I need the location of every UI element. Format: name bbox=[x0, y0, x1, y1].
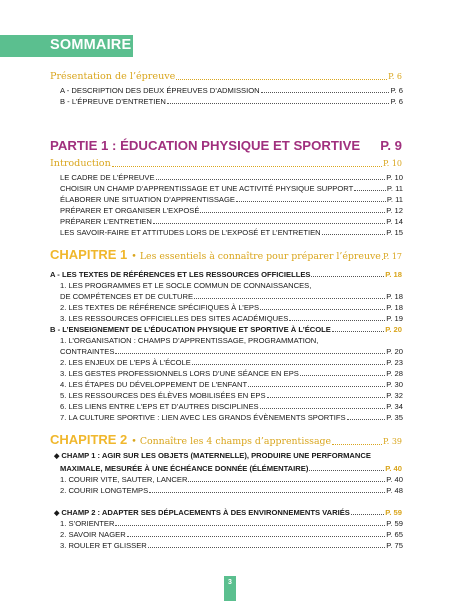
diamond-bullet-icon: ◆ bbox=[54, 510, 60, 517]
toc-entry[interactable] bbox=[60, 369, 403, 378]
toc-label: 7. LA CULTURE SPORTIVE : LIEN AVEC LES GRANDS ÉVÈNEMENTS SPORTIFS bbox=[60, 413, 346, 422]
toc-entry[interactable] bbox=[60, 86, 403, 95]
toc-page: P. 6 bbox=[388, 72, 402, 81]
toc-page: P. 18 bbox=[385, 270, 402, 279]
toc-label: Introduction bbox=[50, 158, 111, 169]
toc-entry[interactable] bbox=[60, 380, 403, 389]
dot-leader bbox=[148, 547, 385, 548]
toc-entry[interactable] bbox=[60, 347, 403, 356]
dot-leader bbox=[260, 309, 385, 310]
toc-entry[interactable] bbox=[60, 358, 403, 367]
sommaire-banner bbox=[0, 35, 133, 57]
toc-label: ÉLABORER UNE SITUATION D’APPRENTISSAGE bbox=[60, 195, 235, 204]
chapter-number: CHAPITRE 2 bbox=[50, 432, 128, 447]
dot-leader bbox=[127, 536, 386, 537]
partie-page: P. 9 bbox=[380, 138, 402, 153]
toc-page: P. 17 bbox=[382, 252, 402, 261]
toc-page: P. 20 bbox=[386, 347, 403, 356]
toc-label: Présentation de l’épreuve bbox=[50, 71, 176, 82]
toc-entry[interactable] bbox=[60, 303, 403, 312]
dot-leader bbox=[332, 444, 382, 445]
chapter-number: CHAPITRE 1 bbox=[50, 247, 128, 262]
toc-page: P. 23 bbox=[386, 358, 403, 367]
toc-page: P. 6 bbox=[390, 86, 403, 95]
partie-heading[interactable] bbox=[50, 138, 402, 153]
toc-page: P. 59 bbox=[386, 519, 403, 528]
toc-page: P. 6 bbox=[390, 97, 403, 106]
toc-label: 1. COURIR VITE, SAUTER, LANCER bbox=[60, 475, 188, 484]
toc-entry[interactable] bbox=[60, 292, 403, 301]
dot-leader bbox=[176, 79, 387, 80]
toc-entry[interactable] bbox=[60, 336, 403, 345]
toc-page: P. 28 bbox=[386, 369, 403, 378]
toc-label: CHAMP 2 : ADAPTER SES DÉPLACEMENTS À DES ENVIRONNEMENTS VARIÉS bbox=[61, 508, 350, 517]
toc-label: 2. LES ENJEUX DE L’EPS À L’ÉCOLE bbox=[60, 358, 191, 367]
dot-leader bbox=[289, 320, 385, 321]
dot-leader bbox=[248, 386, 385, 387]
dot-leader bbox=[112, 166, 382, 167]
toc-entry[interactable] bbox=[60, 391, 403, 400]
toc-label: PRÉPARER ET ORGANISER L’EXPOSÉ bbox=[60, 206, 200, 215]
toc-entry[interactable] bbox=[60, 97, 403, 106]
toc-label: CHAMP 1 : AGIR SUR LES OBJETS (MATERNELLE), PRODUIRE UNE PERFORMANCE bbox=[61, 451, 371, 460]
toc-page: P. 30 bbox=[386, 380, 403, 389]
toc-page: P. 75 bbox=[386, 541, 403, 550]
toc-entry[interactable] bbox=[60, 281, 403, 290]
toc-entry[interactable] bbox=[60, 486, 403, 495]
page-title: SOMMAIRE bbox=[50, 37, 132, 53]
dot-leader bbox=[261, 92, 390, 93]
toc-entry[interactable] bbox=[60, 228, 403, 237]
toc-entry[interactable] bbox=[60, 195, 403, 204]
toc-label: A - DESCRIPTION DES DEUX ÉPREUVES D’ADMISSION bbox=[60, 86, 260, 95]
partie-title: PARTIE 1 : ÉDUCATION PHYSIQUE ET SPORTIVE bbox=[50, 138, 361, 153]
champ-1-heading[interactable] bbox=[54, 451, 402, 460]
toc-entry[interactable] bbox=[60, 541, 403, 550]
toc-page: P. 11 bbox=[386, 195, 403, 204]
toc-entry[interactable] bbox=[60, 530, 403, 539]
toc-introduction[interactable] bbox=[50, 158, 402, 169]
toc-page: P. 12 bbox=[386, 206, 403, 215]
toc-label: MAXIMALE, MESURÉE À UNE ÉCHÉANCE DONNÉE (ÉLÉMENTAIRE) bbox=[60, 464, 309, 473]
dot-leader bbox=[267, 397, 386, 398]
toc-page: P. 59 bbox=[385, 508, 402, 517]
toc-label: A - LES TEXTES DE RÉFÉRENCES ET LES RESSOURCES OFFICIELLES bbox=[50, 270, 311, 279]
section-b-heading[interactable] bbox=[50, 325, 402, 334]
toc-label: CHOISIR UN CHAMP D’APPRENTISSAGE ET UNE ACTIVITÉ PHYSIQUE SUPPORT bbox=[60, 184, 354, 193]
dot-leader bbox=[260, 408, 386, 409]
dot-leader bbox=[236, 201, 386, 202]
toc-label: 2. LES TEXTES DE RÉFÉRENCE SPÉCIFIQUES À L’EPS bbox=[60, 303, 260, 312]
champ-2-heading[interactable] bbox=[54, 508, 402, 517]
toc-label: B - L’ENSEIGNEMENT DE L’ÉDUCATION PHYSIQUE ET SPORTIVE À L’ÉCOLE bbox=[50, 325, 331, 334]
chapter-1-heading[interactable] bbox=[50, 247, 402, 262]
dot-leader bbox=[354, 190, 386, 191]
toc-label: CONTRAINTES bbox=[60, 347, 115, 356]
toc-entry[interactable] bbox=[60, 402, 403, 411]
toc-page: P. 10 bbox=[382, 159, 402, 168]
toc-page: P. 65 bbox=[386, 530, 403, 539]
toc-page: P. 18 bbox=[386, 303, 403, 312]
toc-label: 3. LES RESSOURCES OFFICIELLES DES SITES ACADÉMIQUES bbox=[60, 314, 289, 323]
toc-entry[interactable] bbox=[60, 475, 403, 484]
toc-label: 6. LES LIENS ENTRE L’EPS ET D’AUTRES DISCIPLINES bbox=[60, 402, 259, 411]
toc-label: 1. LES PROGRAMMES ET LE SOCLE COMMUN DE CONNAISSANCES, bbox=[60, 281, 312, 290]
diamond-bullet-icon: ◆ bbox=[54, 453, 60, 460]
dot-leader bbox=[115, 525, 385, 526]
toc-label: 3. ROULER ET GLISSER bbox=[60, 541, 147, 550]
toc-entry[interactable] bbox=[60, 519, 403, 528]
toc-label: 5. LES RESSOURCES DES ÉLÈVES MOBILISÉES EN EPS bbox=[60, 391, 266, 400]
toc-page: P. 14 bbox=[386, 217, 403, 226]
chapter-title: • Connaître les 4 champs d’apprentissage bbox=[131, 436, 332, 447]
dot-leader bbox=[347, 419, 386, 420]
toc-page: P. 20 bbox=[385, 325, 402, 334]
toc-entry[interactable] bbox=[60, 173, 403, 182]
dot-leader bbox=[156, 179, 386, 180]
dot-leader bbox=[300, 375, 385, 376]
toc-label: 3. LES GESTES PROFESSIONNELS LORS D’UNE SÉANCE EN EPS bbox=[60, 369, 299, 378]
toc-label: 1. S’ORIENTER bbox=[60, 519, 115, 528]
toc-label: LES SAVOIR-FAIRE ET ATTITUDES LORS DE L’EXPOSÉ ET L’ENTRETIEN bbox=[60, 228, 321, 237]
dot-leader bbox=[167, 103, 390, 104]
toc-page: P. 18 bbox=[386, 292, 403, 301]
dot-leader bbox=[311, 276, 384, 277]
toc-presentation[interactable] bbox=[50, 71, 402, 82]
toc-page: P. 39 bbox=[382, 437, 402, 446]
toc-page: P. 34 bbox=[386, 402, 403, 411]
chapter-title: • Les essentiels à connaître pour préparer l’épreuve bbox=[131, 251, 381, 262]
dot-leader bbox=[149, 492, 385, 493]
toc-page: P. 32 bbox=[386, 391, 403, 400]
toc-label: B - L’ÉPREUVE D’ENTRETIEN bbox=[60, 97, 166, 106]
dot-leader bbox=[115, 353, 385, 354]
toc-label: 1. L’ORGANISATION : CHAMPS D’APPRENTISSAGE, PROGRAMMATION, bbox=[60, 336, 319, 345]
dot-leader bbox=[351, 514, 384, 515]
toc-page: P. 48 bbox=[386, 486, 403, 495]
toc-label: DE COMPÉTENCES ET DE CULTURE bbox=[60, 292, 194, 301]
toc-entry[interactable] bbox=[60, 314, 403, 323]
toc-page: P. 10 bbox=[386, 173, 403, 182]
toc-entry[interactable] bbox=[60, 184, 403, 193]
toc-page: P. 40 bbox=[386, 475, 403, 484]
dot-leader bbox=[192, 364, 385, 365]
dot-leader bbox=[309, 470, 384, 471]
toc-page: P. 19 bbox=[386, 314, 403, 323]
toc-page: P. 35 bbox=[386, 413, 403, 422]
toc-page: P. 40 bbox=[385, 464, 402, 473]
toc-entry[interactable] bbox=[60, 413, 403, 422]
toc-label: PRÉPARER L’ENTRETIEN bbox=[60, 217, 152, 226]
dot-leader bbox=[153, 223, 385, 224]
section-a-heading[interactable] bbox=[50, 270, 402, 279]
toc-entry[interactable] bbox=[60, 206, 403, 215]
dot-leader bbox=[194, 298, 385, 299]
champ-1-heading-cont[interactable] bbox=[60, 464, 402, 473]
dot-leader bbox=[332, 331, 384, 332]
dot-leader bbox=[200, 212, 385, 213]
toc-label: LE CADRE DE L’ÉPREUVE bbox=[60, 173, 155, 182]
dot-leader bbox=[188, 481, 385, 482]
dot-leader bbox=[322, 234, 386, 235]
page-number-tab bbox=[224, 576, 236, 601]
toc-label: 2. COURIR LONGTEMPS bbox=[60, 486, 149, 495]
toc-label: 4. LES ÉTAPES DU DÉVELOPPEMENT DE L’ENFANT bbox=[60, 380, 248, 389]
chapter-2-heading[interactable] bbox=[50, 432, 402, 447]
page-number: 3 bbox=[228, 579, 232, 586]
toc-page: P. 15 bbox=[386, 228, 403, 237]
toc-label: 2. SAVOIR NAGER bbox=[60, 530, 126, 539]
toc-page: P. 11 bbox=[386, 184, 403, 193]
toc-entry[interactable] bbox=[60, 217, 403, 226]
